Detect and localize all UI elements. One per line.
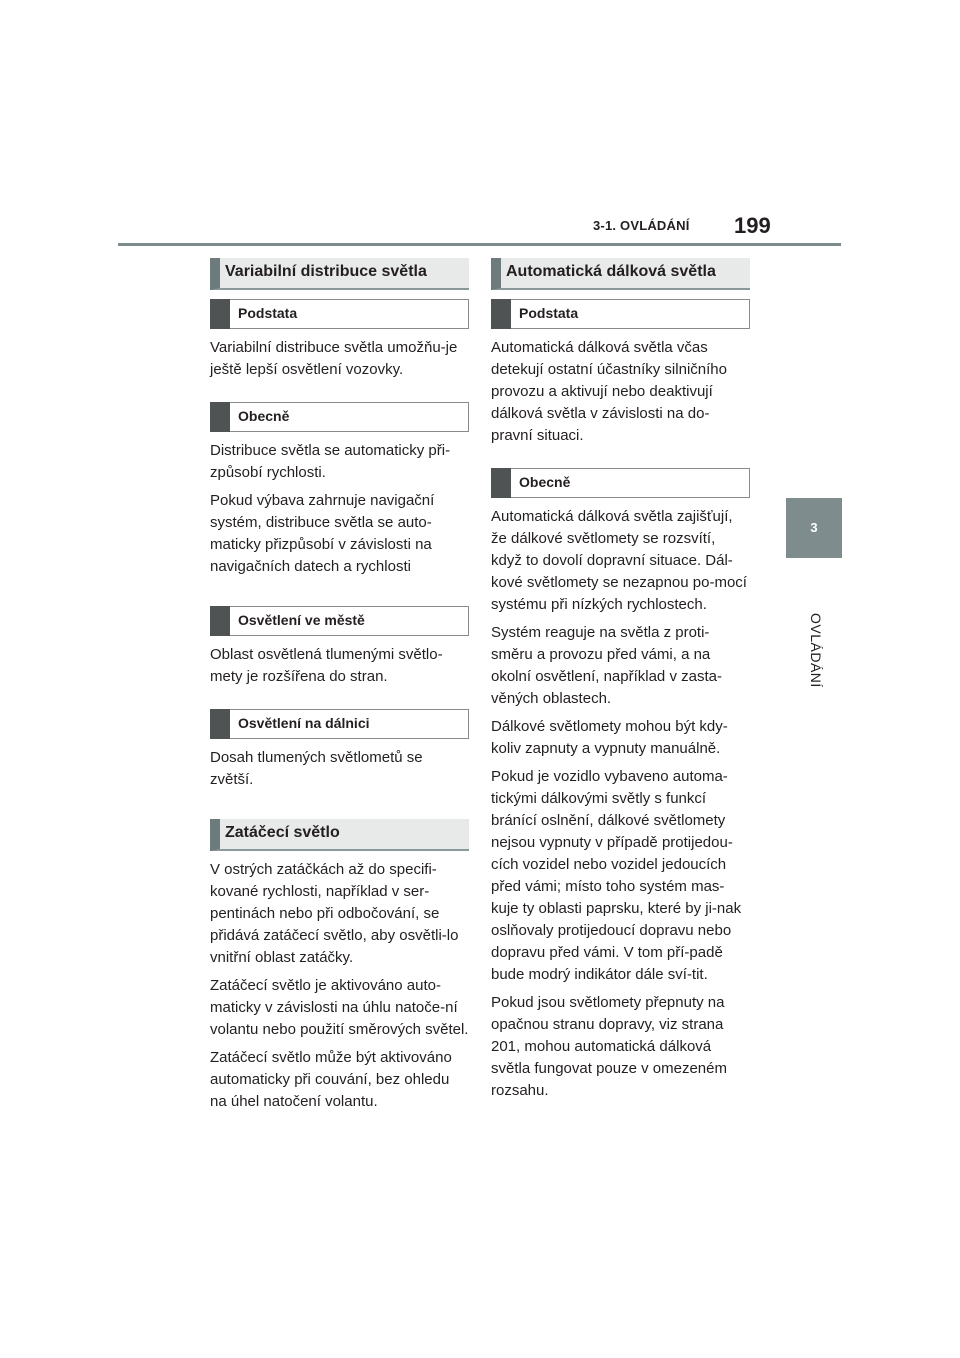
section-header: 3-1. OVLÁDÁNÍ [593,218,690,233]
page-number: 199 [734,213,771,238]
subheading-motorway-lighting [210,709,469,739]
paragraph: Oblast osvětlená tlumenými světlo-mety je rozšířena do stran. [210,646,443,685]
subheading-marker [210,709,230,739]
paragraph: V ostrých zatáčkách až do specifi-kované rychlosti, například v ser-pentinách nebo při odbočování, se přidává zatáčecí světlo, aby osvětli-lo vnitřní oblast zatáčky. [210,861,459,966]
paragraph: Pokud výbava zahrnuje navigační systém, distribuce světla se auto-maticky přizpůsobí v závislosti na navigačních datech a rychlosti [210,492,435,575]
right-column [491,258,750,1102]
subheading-label: Obecně [238,408,290,424]
subheading-obecne [210,402,469,432]
heading-automatic-high-beam: Automatická dálková světla [491,258,750,290]
header-rule [118,243,841,246]
subheading-marker [210,606,230,636]
subheading-label: Osvětlení ve městě [238,612,365,628]
paragraph: Zatáčecí světlo může být aktivováno automaticky při couvání, bez ohledu na úhel natočení volantu. [210,1049,452,1110]
paragraph: Dálkové světlomety mohou být kdy-koliv zapnuty a vypnuty manuálně. [491,718,728,757]
left-column [210,258,469,1113]
paragraph: Systém reaguje na světla z proti-směru a provozu před vámi, a na okolní osvětlení, například v zasta-věných oblastech. [491,624,722,707]
subheading-label: Osvětlení na dálnici [238,715,370,731]
subheading-marker [491,468,511,498]
chapter-tab: 3 [786,498,842,558]
subheading-label: Obecně [519,474,571,490]
paragraph: Automatická dálková světla zajišťují, že dálkové světlomety se rozsvítí, když to dovolí dopravní situace. Dál-kové světlomety se nezapnou po-mocí systému při nízkých rychlostech. [491,508,747,613]
subheading-label: Podstata [238,305,298,321]
paragraph: Zatáčecí světlo je aktivováno auto-maticky v závislosti na úhlu natoče-ní volantu nebo použití směrových světel. [210,977,469,1038]
paragraph: Pokud je vozidlo vybaveno automa-tickými dálkovými světly s funkcí bránící oslnění, dálkové světlomety nejsou vypnuty v případě protijedou-cích vozidel nebo vozidel jedoucích před vámi; místo toho systém mas-kuje ty oblasti paprsku, které by ji-nak oslňovaly protijedoucí dopravu nebo dopravu před vámi. V tom pří-padě bude modrý indikátor dále sví-tit. [491,768,742,983]
paragraph: Distribuce světla se automaticky při-způsobí rychlosti. [210,442,451,481]
subheading-label: Podstata [519,305,579,321]
subheading-podstata [491,299,750,329]
heading-variable-light-distribution: Variabilní distribuce světla [210,258,469,290]
paragraph: Dosah tlumených světlometů se zvětší. [210,749,423,788]
paragraph: Pokud jsou světlomety přepnuty na opačnou stranu dopravy, viz strana 201, mohou automatická dálková světla fungovat pouze v omezeném rozsahu. [491,994,727,1099]
subheading-podstata [210,299,469,329]
chapter-side-label: OVLÁDÁNÍ [808,613,824,688]
subheading-obecne [491,468,750,498]
paragraph: Variabilní distribuce světla umožňu-je ještě lepší osvětlení vozovky. [210,339,458,378]
heading-cornering-light: Zatáčecí světlo [210,819,469,851]
subheading-marker [210,299,230,329]
paragraph: Automatická dálková světla včas detekují ostatní účastníky silničního provozu a aktivují nebo deaktivují dálková světla v závislosti na do-pravní situaci. [491,339,727,444]
subheading-marker [491,299,511,329]
subheading-city-lighting [210,606,469,636]
subheading-marker [210,402,230,432]
